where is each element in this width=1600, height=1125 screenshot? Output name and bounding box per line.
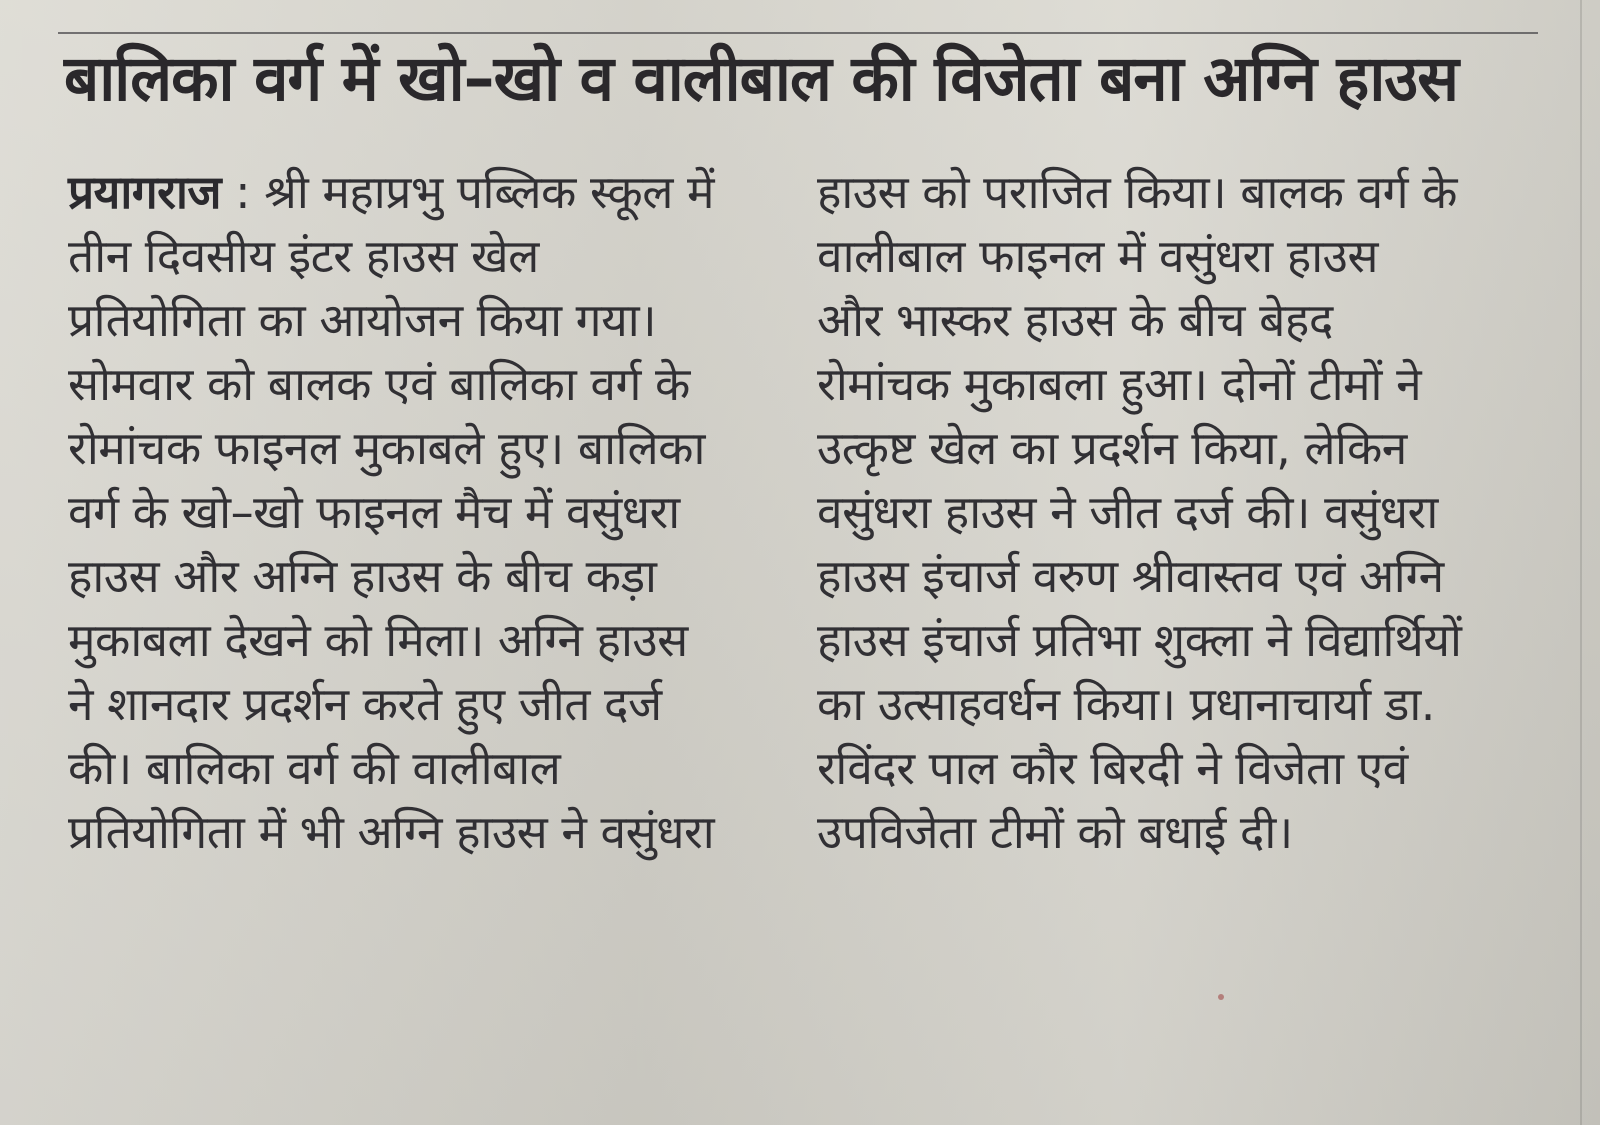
right-line-7: हाउस इंचार्ज वरुण श्रीवास्तव एवं अग्नि xyxy=(817,549,1444,603)
left-line-1 xyxy=(68,160,758,224)
left-line-7: हाउस और अग्नि हाउस के बीच कड़ा xyxy=(68,549,657,603)
right-line-1: हाउस को पराजित किया। बालक वर्ग के xyxy=(817,165,1458,219)
article-headline: बालिका वर्ग में खो–खो व वालीबाल की विजेता बना अग्नि हाउस xyxy=(64,42,1458,115)
left-line-8: मुकाबला देखने को मिला। अग्नि हाउस xyxy=(68,613,688,667)
right-line-6: वसुंधरा हाउस ने जीत दर्ज की। वसुंधरा xyxy=(817,485,1438,539)
left-line-5: रोमांचक फाइनल मुकाबले हुए। बालिका xyxy=(68,421,705,475)
right-line-10: रविंदर पाल कौर बिरदी ने विजेता एवं xyxy=(817,741,1408,795)
left-line-3: प्रतियोगिता का आयोजन किया गया। xyxy=(68,293,657,347)
left-line-2: तीन दिवसीय इंटर हाउस खेल xyxy=(68,229,539,283)
right-line-2: वालीबाल फाइनल में वसुंधरा हाउस xyxy=(817,229,1378,283)
left-line-11: प्रतियोगिता में भी अग्नि हाउस ने वसुंधरा xyxy=(68,805,715,859)
right-line-4: रोमांचक मुकाबला हुआ। दोनों टीमों ने xyxy=(817,357,1422,411)
left-line-1-text: : श्री महाप्रभु पब्लिक स्कूल में xyxy=(221,165,715,219)
left-line-4: सोमवार को बालक एवं बालिका वर्ग के xyxy=(68,357,690,411)
right-line-8: हाउस इंचार्ज प्रतिभा शुक्ला ने विद्यार्थियों xyxy=(817,613,1462,667)
left-line-6: वर्ग के खो–खो फाइनल मैच में वसुंधरा xyxy=(68,485,680,539)
left-line-9: ने शानदार प्रदर्शन करते हुए जीत दर्ज xyxy=(68,677,662,731)
right-column xyxy=(817,160,1527,864)
right-line-3: और भास्कर हाउस के बीच बेहद xyxy=(817,293,1333,347)
left-line-10: की। बालिका वर्ग की वालीबाल xyxy=(68,741,561,795)
right-line-11: उपविजेता टीमों को बधाई दी। xyxy=(817,805,1293,859)
right-line-9: का उत्साहवर्धन किया। प्रधानाचार्या डा. xyxy=(817,677,1435,731)
right-edge-shadow xyxy=(1580,0,1582,1125)
ink-spot xyxy=(1218,994,1224,1000)
left-column xyxy=(68,160,758,864)
dateline: प्रयागराज xyxy=(68,165,222,219)
top-rule xyxy=(58,32,1538,34)
right-line-5: उत्कृष्ट खेल का प्रदर्शन किया, लेकिन xyxy=(817,421,1407,475)
